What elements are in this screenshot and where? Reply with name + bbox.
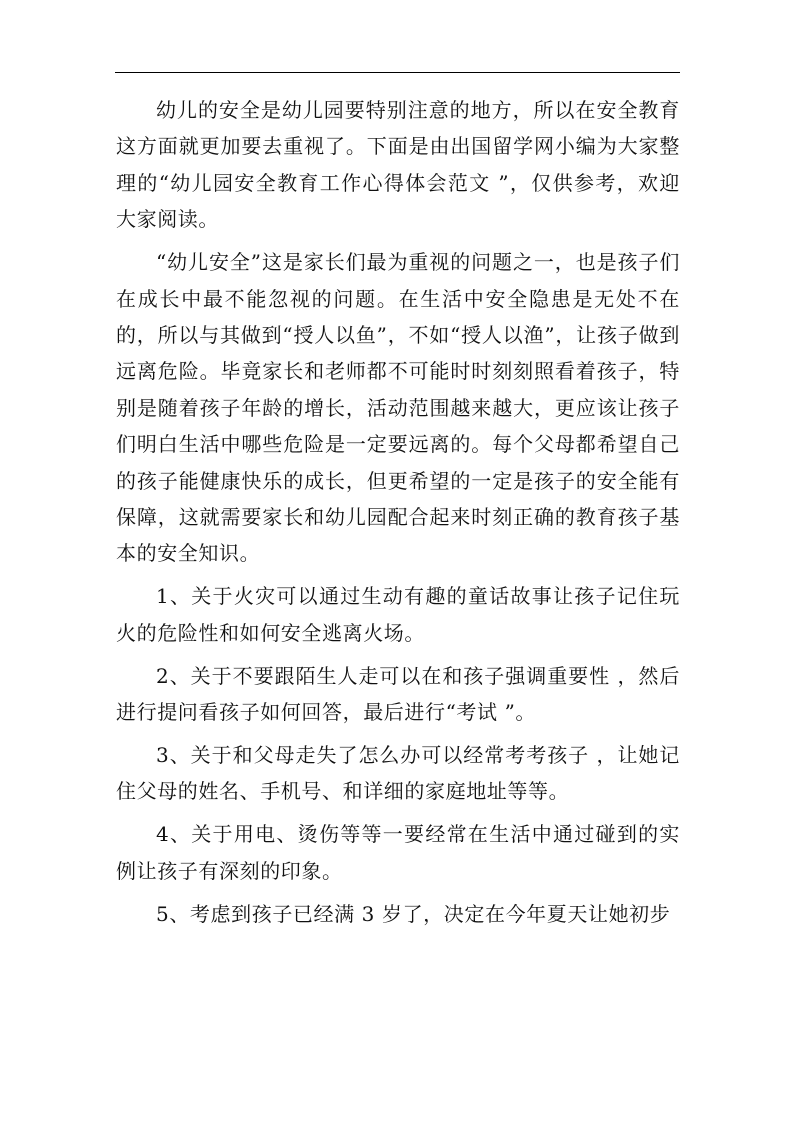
list-item-lost: 3、关于和父母走失了怎么办可以经常考考孩子 ，让她记住父母的姓名、手机号、和详细的家庭地址等等。: [116, 742, 680, 804]
paragraph-child-safety: “幼儿安全”这是家长们最为重视的问题之一，也是孩子们在成长中最不能忽视的问题。在生活中安全隐患是无处不在的，所以与其做到“授人以鱼”，不如“授人以渔”，让孩子做到远离危险。毕竟家长和老师都不可能时时刻刻照看着孩子，特别是随着孩子年龄的增长，活动范围越来越大，更应该让孩子们明白生活中哪些危险是一定要远离的。每个父母都希望自己的孩子能健康快乐的成长，但更希望的一定是孩子的安全能有保障，这就需要家长和幼儿园配合起来时刻正确的教育孩子基本的安全知识。: [116, 250, 680, 566]
list-item-strangers: 2、关于不要跟陌生人走可以在和孩子强调重要性 ，然后进行提问看孩子如何回答，最后进行“考试 ”。: [116, 663, 680, 724]
document-body: [116, 92, 680, 938]
list-item-fire: 1、关于火灾可以通过生动有趣的童话故事让孩子记住玩火的危险性和如何安全逃离火场。: [116, 584, 680, 645]
list-item-electricity: 4、关于用电、烫伤等等一要经常在生活中通过碰到的实例让孩子有深刻的印象。: [116, 822, 680, 883]
list-item-age: 5、考虑到孩子已经满 3 岁了，决定在今年夏天让她初步: [156, 901, 671, 926]
header-rule: [115, 72, 680, 73]
paragraph-intro: 幼儿的安全是幼儿园要特别注意的地方，所以在安全教育这方面就更加要去重视了。下面是由出国留学网小编为大家整理的“幼儿园安全教育工作心得体会范文 ”，仅供参考，欢迎大家阅读。: [116, 98, 680, 232]
